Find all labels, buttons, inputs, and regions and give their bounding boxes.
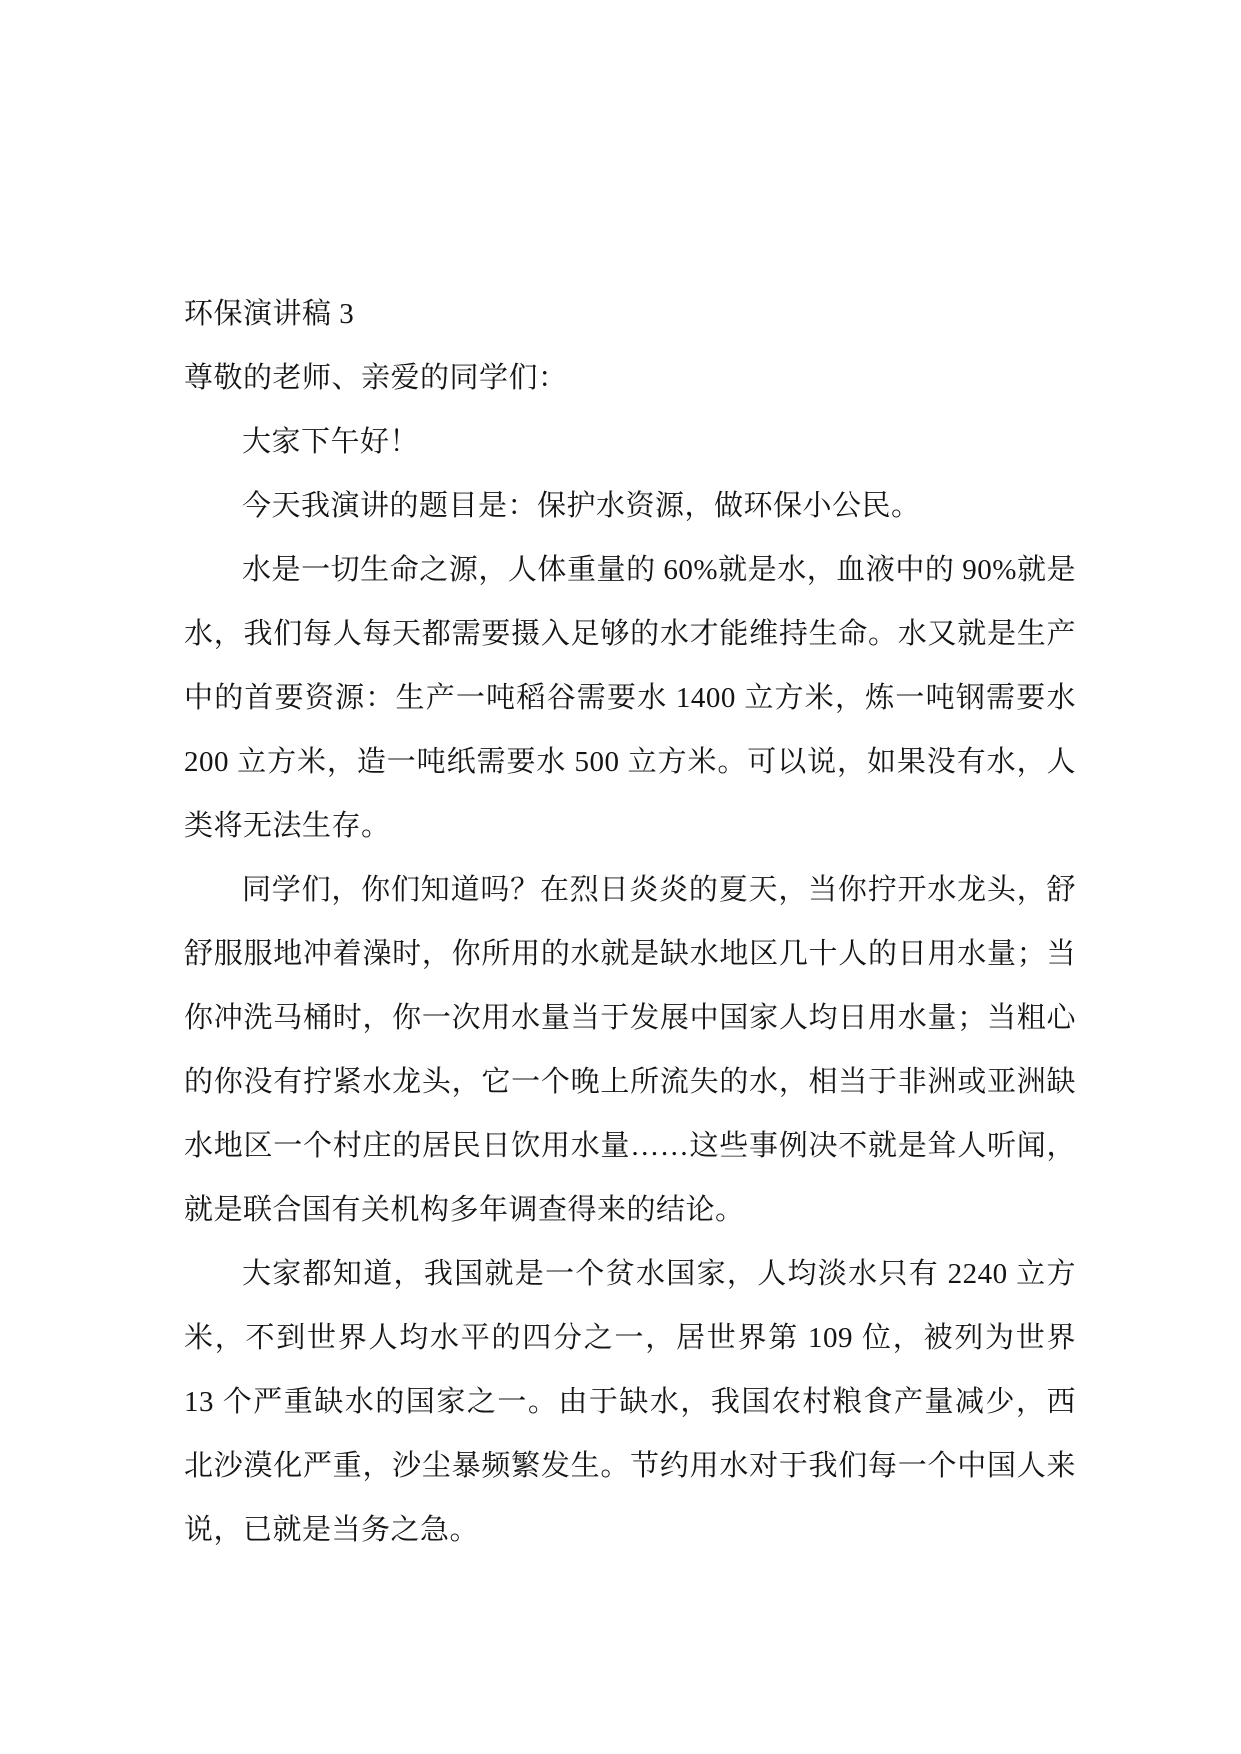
paragraph-topic: 今天我演讲的题目是：保护水资源，做环保小公民。: [242, 490, 921, 522]
paragraph-water-waste: 同学们，你们知道吗？在烈日炎炎的夏天，当你拧开水龙头，舒舒服服地冲着澡时，你所用的水就是缺水地区几十人的日用水量；当你冲洗马桶时，你一次用水量当于发展中国家人均日用水量；当粗心的你没有拧紧水龙头，它一个晚上所流失的水，相当于非洲或亚洲缺水地区一个村庄的居民日饮用水量……这些事例决不就是耸人听闻，就是联合国有关机构多年调查得来的结论。: [184, 874, 1076, 1226]
document-heading: 环保演讲稿 3: [184, 298, 355, 330]
paragraph-water-scarcity: 大家都知道，我国就是一个贫水国家，人均淡水只有 2240 立方米，不到世界人均水平的四分之一，居世界第 109 位，被列为世界 13 个严重缺水的国家之一。由于缺水，我国农村粮食产量减少，西北沙漠化严重，沙尘暴频繁发生。节约用水对于我们每一个中国人来说，已就是当务之急。: [184, 1258, 1076, 1546]
salutation-line: 尊敬的老师、亲爱的同学们：: [184, 362, 568, 394]
document-body: [184, 282, 1076, 1562]
paragraph-water-source: 水是一切生命之源，人体重量的 60%就是水，血液中的 90%就是水，我们每人每天都需要摄入足够的水才能维持生命。水又就是生产中的首要资源：生产一吨稻谷需要水 1400 立方米，炼一吨钢需要水 200 立方米，造一吨纸需要水 500 立方米。可以说，如果没有水，人类将无法生存。: [184, 554, 1076, 842]
paragraph-greeting: 大家下午好！: [242, 426, 420, 458]
